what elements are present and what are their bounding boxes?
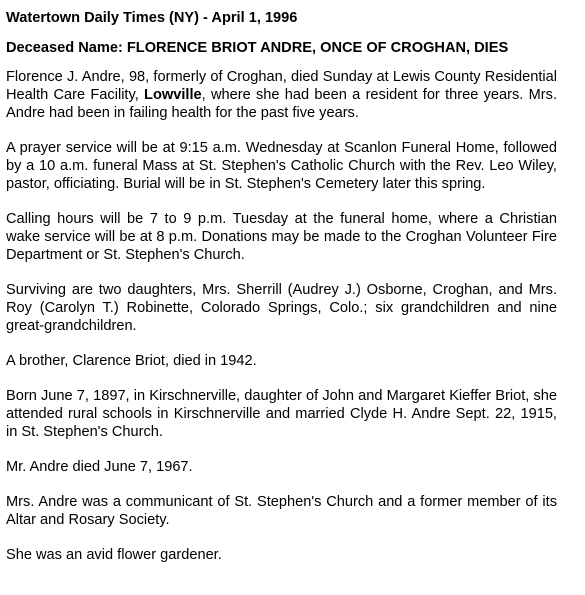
paragraph-calling-hours: Calling hours will be 7 to 9 p.m. Tuesday at the funeral home, where a Christian wake service will be at 8 p.m. Donations may be made to the Croghan Volunteer Fire Department or St. Stephen's Church. (6, 211, 557, 263)
newspaper-source-heading: Watertown Daily Times (NY) - April 1, 1996 (6, 10, 298, 26)
location-bold-text: Lowville (144, 87, 202, 103)
paragraph-brother: A brother, Clarence Briot, died in 1942. (6, 353, 257, 369)
paragraph-hobby: She was an avid flower gardener. (6, 547, 222, 563)
paragraph-death-notice (6, 68, 557, 122)
paragraph-prayer-service: A prayer service will be at 9:15 a.m. Wednesday at Scanlon Funeral Home, followed by a 10 a.m. funeral Mass at St. Stephen's Catholic Church with the Rev. Leo Wiley, pastor, officiating. Burial will be in St. Stephen's Cemetery later this spring. (6, 140, 557, 192)
obituary-document (6, 9, 557, 564)
paragraph-death-notice-text-start: Florence J. Andre, 98, formerly of Croghan, died Sunday at Lewis County Residential Health Care Facility, (6, 69, 557, 103)
deceased-name-heading: Deceased Name: FLORENCE BRIOT ANDRE, ONCE OF CROGHAN, DIES (6, 40, 509, 56)
paragraph-church-membership: Mrs. Andre was a communicant of St. Stephen's Church and a former member of its Altar and Rosary Society. (6, 494, 557, 528)
paragraph-survivors: Surviving are two daughters, Mrs. Sherrill (Audrey J.) Osborne, Croghan, and Mrs. Roy (Carolyn T.) Robinette, Colorado Springs, Colo.; six grandchildren and nine great-grandchildren. (6, 282, 557, 334)
paragraph-biography: Born June 7, 1897, in Kirschnerville, daughter of John and Margaret Kieffer Briot, she attended rural schools in Kirschnerville and married Clyde H. Andre Sept. 22, 1915, in St. Stephen's Church. (6, 388, 557, 440)
paragraph-death-notice-text-end: , where she had been a resident for three years. Mrs. Andre had been in failing health for the past five years. (6, 87, 558, 121)
paragraph-husband: Mr. Andre died June 7, 1967. (6, 459, 193, 475)
